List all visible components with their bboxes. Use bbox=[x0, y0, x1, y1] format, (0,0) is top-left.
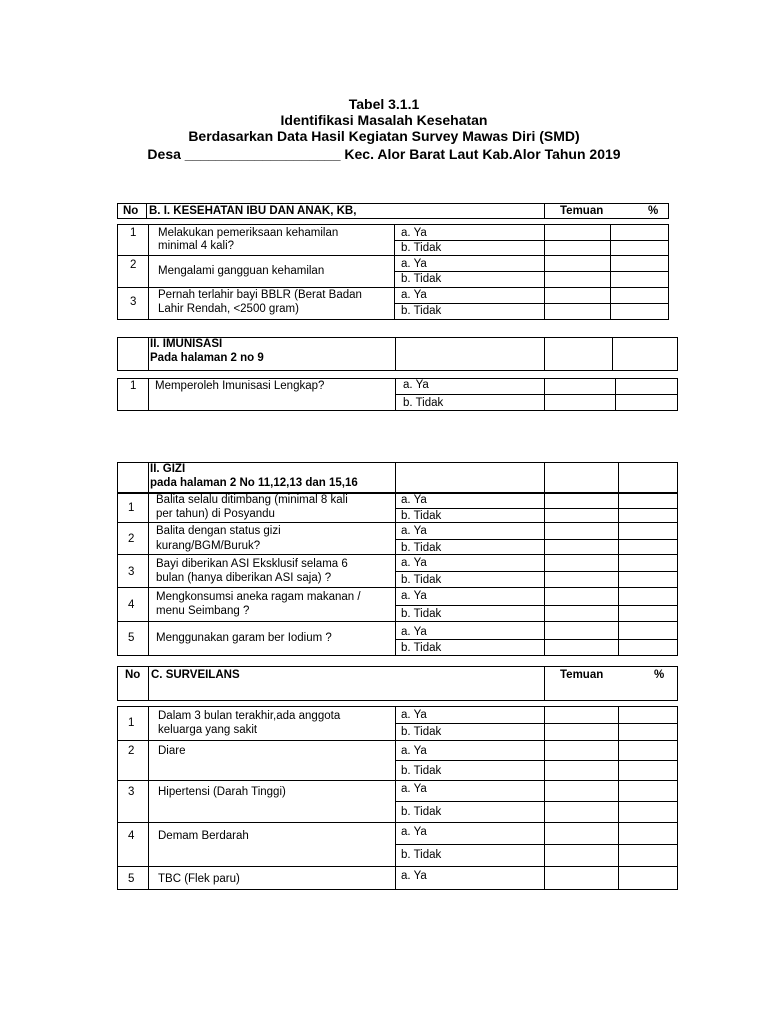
question-text: Diare bbox=[158, 745, 186, 757]
option-ya: a. Ya bbox=[401, 826, 427, 838]
document-subtitle: Berdasarkan Data Hasil Kegiatan Survey Mawas Diri (SMD) bbox=[188, 128, 580, 144]
question-text: minimal 4 kali? bbox=[158, 240, 235, 252]
row-number: 3 bbox=[128, 786, 135, 798]
option-ya: a. Ya bbox=[401, 626, 427, 638]
option-tidak: b. Tidak bbox=[401, 305, 442, 317]
option-tidak: b. Tidak bbox=[403, 397, 444, 409]
question-text: Balita selalu ditimbang (minimal 8 kali bbox=[156, 494, 348, 506]
question-text: Lahir Rendah, <2500 gram) bbox=[158, 303, 299, 315]
gizi-subtitle: pada halaman 2 No 11,12,13 dan 15,16 bbox=[150, 477, 358, 489]
gizi-title: II. GIZI bbox=[150, 463, 186, 475]
column-temuan: Temuan bbox=[560, 669, 604, 681]
option-ya: a. Ya bbox=[401, 494, 427, 506]
row-number: 2 bbox=[128, 745, 135, 757]
row-number: 1 bbox=[128, 502, 135, 514]
option-ya: a. Ya bbox=[401, 783, 427, 795]
option-ya: a. Ya bbox=[401, 590, 427, 602]
column-percent: % bbox=[648, 205, 659, 217]
row-number: 2 bbox=[130, 259, 137, 271]
document-title: Identifikasi Masalah Kesehatan bbox=[280, 112, 488, 128]
question-text: keluarga yang sakit bbox=[158, 724, 258, 736]
question-text: Balita dengan status gizi bbox=[156, 525, 281, 537]
section-c-title: C. SURVEILANS bbox=[151, 669, 240, 681]
option-tidak: b. Tidak bbox=[401, 574, 442, 586]
question-text: Melakukan pemeriksaan kehamilan bbox=[158, 227, 339, 239]
option-tidak: b. Tidak bbox=[401, 608, 442, 620]
column-temuan: Temuan bbox=[560, 205, 604, 217]
question-text: bulan (hanya diberikan ASI saja) ? bbox=[156, 572, 332, 584]
imunisasi-title: II. IMUNISASI bbox=[150, 338, 223, 350]
option-ya: a. Ya bbox=[401, 557, 427, 569]
question-text: Hipertensi (Darah Tinggi) bbox=[158, 786, 286, 798]
question-text: Mengalami gangguan kehamilan bbox=[158, 265, 325, 277]
row-number: 5 bbox=[128, 873, 135, 885]
column-percent: % bbox=[654, 669, 665, 681]
question-text: Menggunakan garam ber Iodium ? bbox=[156, 632, 332, 644]
option-ya: a. Ya bbox=[401, 289, 427, 301]
question-text: menu Seimbang ? bbox=[156, 605, 250, 617]
question-text: TBC (Flek paru) bbox=[158, 873, 240, 885]
section-b-title: B. I. KESEHATAN IBU DAN ANAK, KB, bbox=[149, 205, 357, 217]
question-text: Dalam 3 bulan terakhir,ada anggota bbox=[158, 710, 341, 722]
question-text: per tahun) di Posyandu bbox=[156, 508, 275, 520]
row-number: 3 bbox=[128, 566, 135, 578]
option-ya: a. Ya bbox=[401, 525, 427, 537]
row-number: 2 bbox=[128, 533, 135, 545]
option-tidak: b. Tidak bbox=[401, 726, 442, 738]
question-text: kurang/BGM/Buruk? bbox=[156, 540, 261, 552]
option-ya: a. Ya bbox=[403, 379, 429, 391]
row-number: 3 bbox=[130, 296, 137, 308]
option-tidak: b. Tidak bbox=[401, 510, 442, 522]
question-text: Bayi diberikan ASI Eksklusif selama 6 bbox=[156, 558, 348, 570]
option-tidak: b. Tidak bbox=[401, 242, 442, 254]
imunisasi-subtitle: Pada halaman 2 no 9 bbox=[150, 352, 264, 364]
option-tidak: b. Tidak bbox=[401, 642, 442, 654]
row-number: 1 bbox=[130, 380, 137, 392]
row-number: 5 bbox=[128, 632, 135, 644]
column-no: No bbox=[123, 205, 139, 217]
option-tidak: b. Tidak bbox=[401, 273, 442, 285]
document-location: Desa ____________________ Kec. Alor Barat Laut Kab.Alor Tahun 2019 bbox=[147, 146, 621, 162]
row-number: 1 bbox=[130, 227, 137, 239]
table-number: Tabel 3.1.1 bbox=[348, 96, 420, 112]
question-text: Memperoleh Imunisasi Lengkap? bbox=[155, 380, 325, 392]
row-number: 4 bbox=[128, 830, 135, 842]
row-number: 1 bbox=[128, 717, 135, 729]
option-tidak: b. Tidak bbox=[401, 542, 442, 554]
row-number: 4 bbox=[128, 599, 135, 611]
option-ya: a. Ya bbox=[401, 227, 427, 239]
column-no: No bbox=[125, 669, 141, 681]
question-text: Demam Berdarah bbox=[158, 830, 249, 842]
option-tidak: b. Tidak bbox=[401, 849, 442, 861]
option-ya: a. Ya bbox=[401, 870, 427, 882]
option-ya: a. Ya bbox=[401, 258, 427, 270]
option-ya: a. Ya bbox=[401, 709, 427, 721]
option-ya: a. Ya bbox=[401, 745, 427, 757]
option-tidak: b. Tidak bbox=[401, 806, 442, 818]
option-tidak: b. Tidak bbox=[401, 765, 442, 777]
question-text: Pernah terlahir bayi BBLR (Berat Badan bbox=[158, 289, 362, 301]
question-text: Mengkonsumsi aneka ragam makanan / bbox=[156, 591, 361, 603]
